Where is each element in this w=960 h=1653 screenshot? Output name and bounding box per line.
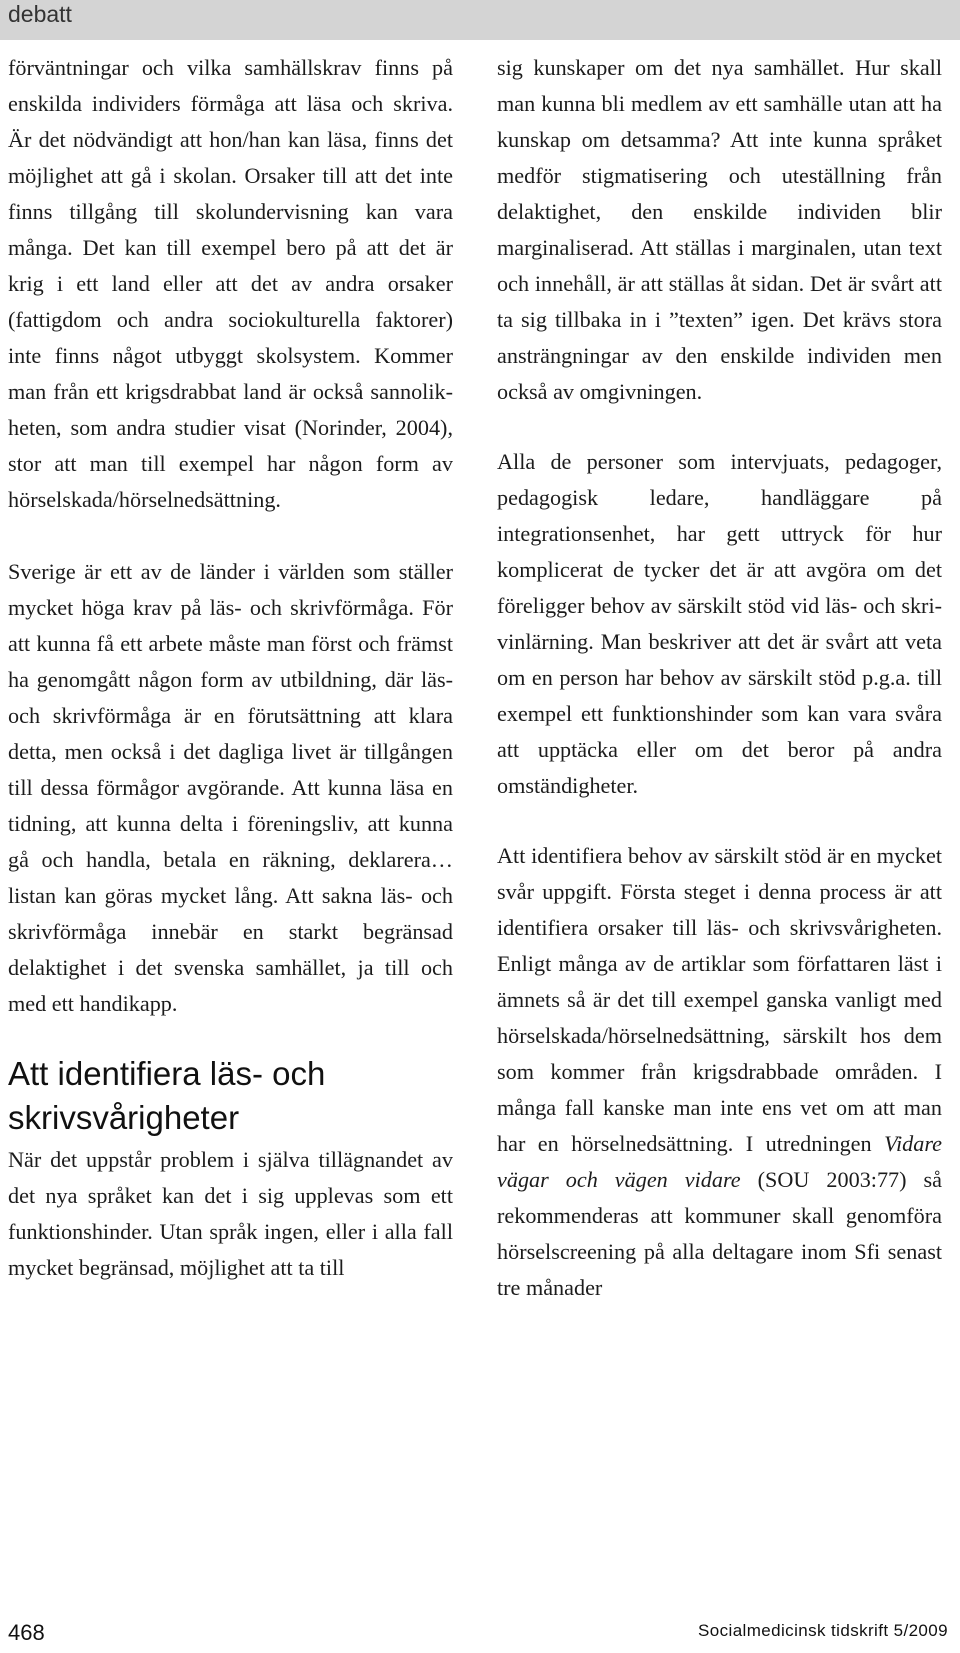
left-paragraph-1: förväntningar och vilka samhällskrav finns på enskilda individers förmåga att läsa och skriva. Är det nödvändigt att hon/han kan läsa, finns det möjlighet att gå i skolan. Orsaker till att det inte finns tillgång till skolundervisning kan vara många. Det kan till exempel bero på att det är krig i ett land eller att det av andra orsaker (fattigdom och andra sociokulturella faktorer) inte finns något utbyggt skolsystem. Kommer man från ett krigsdrabbat land är också sannolikheten, som andra studier visat (Norinder, 2004), stor att man till exempel har någon form av hörselskada/hörselnedsättning. [8,55,453,512]
page-number: 468 [8,1620,45,1645]
left-paragraph-2: Sverige är ett av de länder i världen som ställer mycket höga krav på läs- och skrivförmåga. För att kunna få ett arbete måste man först och främst ha genomgått någon form av utbildning, där läs- och skrivförmåga är en förutsättning att klara detta, men också i det dagliga livet är tillgången till dessa förmågor avgörande. Att kunna läsa en tidning, att kunna delta i föreningsliv, att kunna gå och handla, betala en räkning, deklarera… listan kan göras mycket lång. Att sakna läs- och skrivförmåga innebär en starkt begränsad delaktighet i det svenska samhället, ja till och med ett handikapp. [8,559,453,1016]
section-heading: Att identifiera läs- och skrivsvårigheter [8,1055,326,1136]
right-column [497,50,942,1306]
left-column [8,50,453,1286]
journal-name: Socialmedicinsk tidskrift 5/2009 [698,1621,948,1640]
right-paragraph-3 [497,838,942,1306]
section-tag-bar [0,0,960,40]
report-title: Vidare vägar och vägen vidare [497,1131,942,1192]
right-paragraph-2: Alla de personer som intervjuats, pedagoger, pedagogisk ledare, handläggare på integrationsenhet, har gett uttryck för hur komplicerat de tycker det är att avgöra om det föreligger behov av särskilt stöd vid läs- och skrivinlärning. Man beskriver att det är svårt att veta om en person har behov av särskilt stöd p.g.a. till exempel ett funktionshinder som kan vara svåra att upptäcka eller om det beror på andra omständigheter. [497,449,942,798]
right-paragraph-1: sig kunskaper om det nya samhället. Hur skall man kunna bli medlem av ett samhälle utan att ha kunskap om detsamma? Att inte kunna språket medför stigmatisering och uteställning från delaktighet, den enskilde individen blir marginaliserad. Att ställas i marginalen, utan text och innehåll, är att ställas åt sidan. Det är svårt att ta sig tillbaka in i ”texten” igen. Det krävs stora ansträngningar av den enskilde individen men också av omgivningen. [497,55,942,404]
right-paragraph-3-start: Att identifiera behov av särskilt stöd är en mycket svår uppgift. Första steget i denna process är att identifiera orsaker till läs- och skrivsvårigheten. Enligt många av de artiklar som författaren läst i ämnets så är det till exempel ganska vanligt med hörselskada/hörselnedsättning, särskilt hos dem som kommer från krigsdrabbade områden. I många fall kanske man inte ens vet om att man har en hörselnedsättning. I utredningen [497,843,942,1156]
left-paragraph-3: När det uppstår problem i själva tillägnandet av det nya språket kan det i sig upplevas som ett funktionshinder. Utan språk ingen, eller i alla fall mycket begränsad, möjlighet att ta till [8,1147,453,1280]
right-paragraph-3-end: (SOU 2003:77) så rekommenderas att kommuner skall genomföra hörselscreening på alla deltagare inom Sfi senast tre månader [497,1167,943,1300]
section-label: debatt [8,1,72,27]
